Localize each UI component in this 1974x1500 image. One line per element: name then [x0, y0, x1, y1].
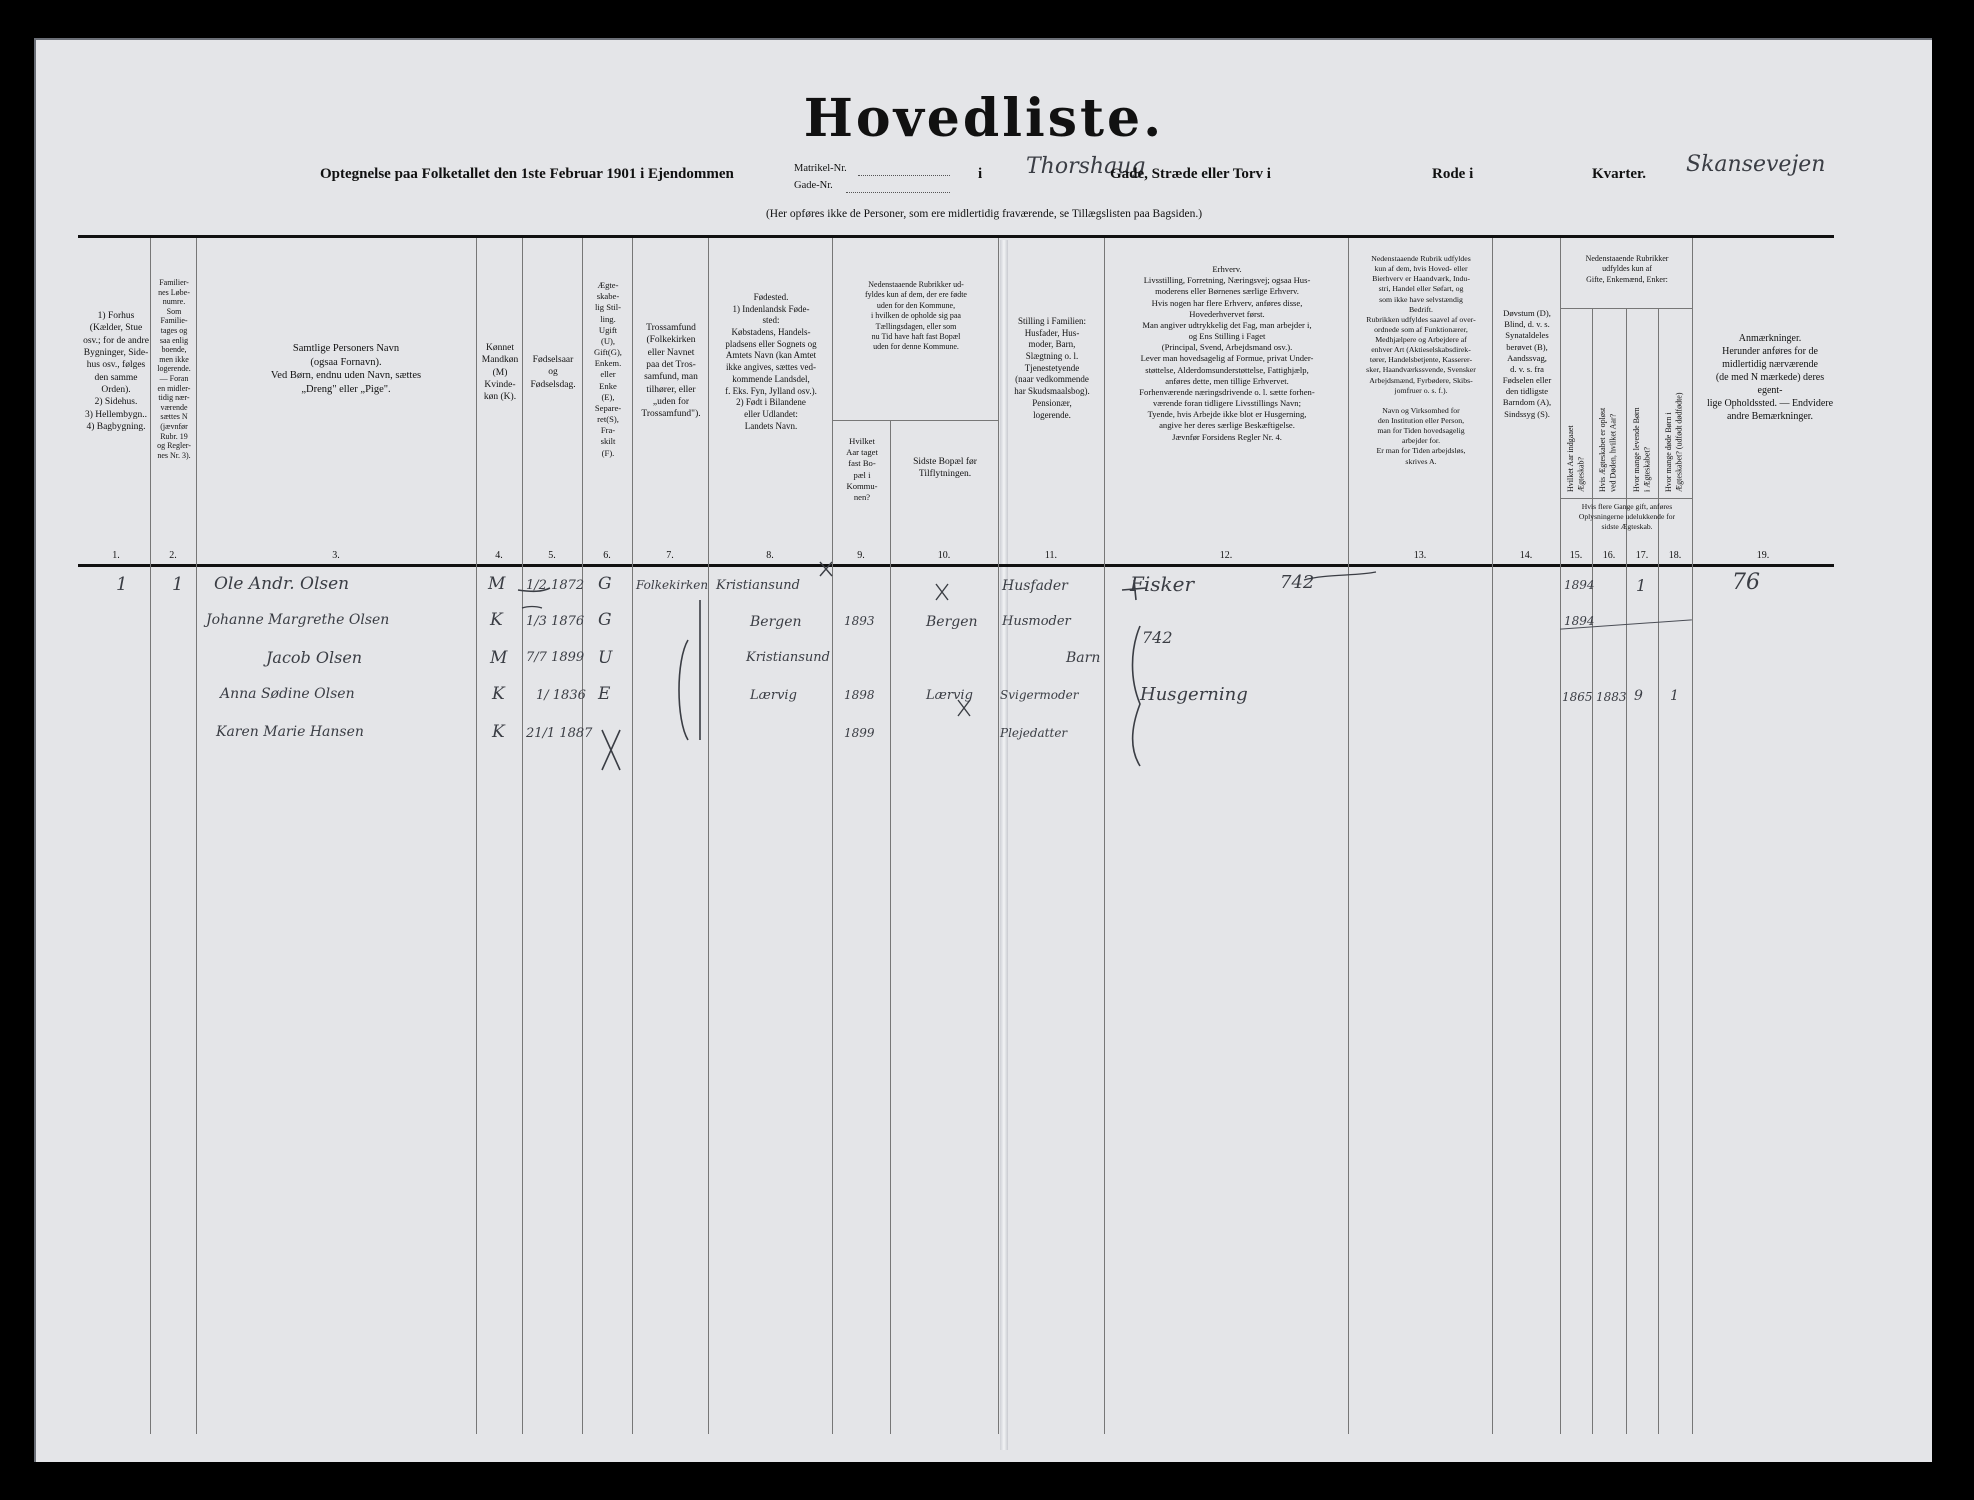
row5-sex: K	[492, 722, 505, 742]
row1-name: Ole Andr. Olsen	[214, 574, 350, 594]
row4-role: Svigermoder	[1000, 688, 1079, 702]
row2-name: Johanne Margrethe Olsen	[206, 612, 390, 628]
rode-label: Rode i	[1432, 166, 1474, 182]
col-number: 11.	[1044, 550, 1058, 561]
row5-name: Karen Marie Hansen	[216, 724, 364, 740]
row4-place: Lærvig	[750, 688, 797, 703]
col-number: 18.	[1668, 550, 1682, 561]
row2-civ: G	[598, 610, 612, 630]
row1-sex: M	[488, 574, 506, 594]
row2-born: 1/3 1876	[526, 614, 585, 629]
col-number: 8.	[766, 550, 774, 561]
row4-job: Husgerning	[1140, 684, 1248, 705]
header-col1: 1) Forhus (Kælder, Stue osv.; for de andre Bygninger, Side- hus osv., følges den samme Orden). 2) Sidehus. 3) Hellembygn.. 4) Bagbygning.	[83, 311, 149, 433]
row2-prev: Bergen	[926, 614, 978, 630]
row1-c2: 1	[172, 574, 184, 595]
row4-civ: E	[598, 684, 611, 704]
row2-job-code: 742	[1142, 628, 1173, 647]
header-col6: Ægte- skabe- lig Stil- ling. Ugift (U), Gift(G), Enkem. eller Enke (E), Separe- ret(S), Fra- skilt (F).	[594, 280, 622, 458]
header-col19: Anmærkninger. Herunder anføres for de midlertidig nærværende (de med N mærkede) deres egent- lige Opholdssted. — Endvidere andre Bemærkninger.	[1706, 333, 1834, 422]
row3-place: Kristiansund	[746, 650, 830, 665]
kvarter-label: Kvarter.	[1592, 166, 1647, 182]
row2-sex: K	[490, 610, 503, 630]
header-col8: Fødested. 1) Indenlandsk Føde- sted: Købstadens, Handels- pladsens eller Sognets og Amtets Navn (kan Amtet ikke angives, sættes ved- kommende Landsdel, f. Eks. Fyn, Jylland osv.). 2) Født i Bilandene eller Udlandet: Landets Navn.	[725, 292, 817, 431]
row2-m15: 1894	[1564, 614, 1595, 628]
row1-job: Fisker	[1130, 572, 1195, 596]
header-col14: Døvstum (D), Blind, d. v. s. Synataldeles berøvet (B), Aandssvag, d. v. s. fra Fødselen eller den tidligste Barndom (A), Sindssyg (S).	[1502, 308, 1552, 419]
header-col2: Familier- nes Løbe- numre. Som Familie- tages og saa enlig boende, men ikke logerende. — Foran en midler- tidig nær- værende sættes N (jævnfør Rubr. 19 og Regler- nes Nr. 3).	[157, 278, 191, 460]
i-label: i	[978, 166, 983, 182]
col-number: 16.	[1602, 550, 1616, 561]
col-number: 1.	[112, 550, 120, 561]
row3-born: 7/7 1899	[526, 650, 585, 665]
row3-sex: M	[490, 648, 508, 668]
row5-year: 1899	[844, 726, 875, 740]
row4-m16: 1883	[1596, 690, 1627, 704]
row3-role: Barn	[1066, 650, 1101, 666]
col-number: 7.	[666, 550, 674, 561]
col-number: 2.	[169, 550, 177, 561]
header-col15-18: Nedenstaaende Rubrikker udfyldes kun af Gifte, Enkemænd, Enker:	[1585, 254, 1669, 284]
header-col9: Hvilket Aar taget fast Bo- pæl i Kommu- nen?	[846, 436, 878, 502]
row1-m15: 1894	[1564, 578, 1595, 592]
header-col15-18-note: Hvis flere Gange gift, anføres Oplysningerne udelukkende for sidste Ægteskab.	[1578, 502, 1676, 531]
row1-job-code: 742	[1280, 572, 1315, 593]
col-number: 3.	[332, 550, 340, 561]
row4-prev: Lærvig	[926, 688, 973, 703]
row2-role: Husmoder	[1002, 614, 1071, 629]
row1-faith: Folkekirken	[636, 578, 709, 592]
row4-m18: 1	[1670, 688, 1679, 704]
row4-sex: K	[492, 684, 505, 704]
header-col10: Sidste Bopæl før Tilflytningen.	[913, 457, 977, 480]
row1-role: Husfader	[1002, 578, 1068, 594]
row2-place: Bergen	[750, 614, 802, 630]
header-col5: Fødselsaar og Fødselsdag.	[530, 355, 576, 390]
col-number: 15.	[1569, 550, 1583, 561]
header-col7: Trossamfund (Folkekirken eller Navnet paa det Tros- samfund, man tilhører, eller „uden for Trossamfund").	[641, 323, 701, 420]
row2-year: 1893	[844, 614, 875, 628]
header-col3: Samtlige Personers Navn (ogsaa Fornavn). Ved Børn, endnu uden Navn, sættes „Dreng" eller „Pige".	[270, 343, 422, 395]
row4-m15: 1865	[1562, 690, 1593, 704]
header-col18: Hvor mange døde Børn i Ægteskabet? (udfødt dødfødte)	[1664, 392, 1684, 492]
header-col15: Hvilket Aar indgaaet Ægteskab?	[1566, 425, 1586, 492]
row4-born: 1/ 1836	[536, 688, 586, 703]
col-number: 9.	[857, 550, 865, 561]
header-col9-10: Nedenstaaende Rubrikker ud- fyldes kun af dem, der ere fødte uden for den Kommune, i hvilken de opholde sig paa Tællingsdagen, eller som nu Tid have haft fast Bopæl uden for denne Kommune.	[865, 280, 967, 352]
street-name: Thorshaug	[1026, 154, 1146, 179]
col-number: 17.	[1635, 550, 1649, 561]
kvarter-value: Skansevejen	[1686, 152, 1826, 177]
header-col11: Stilling i Familien: Husfader, Hus- moder, Barn, Slægtning o. l. Tjenestetyende (naar vedkommende har Skudsmaalsbog). Pensionær, logerende.	[1014, 316, 1090, 420]
col-number: 6.	[603, 550, 611, 561]
page-title: Hovedliste.	[803, 88, 1165, 149]
row1-c1: 1	[116, 574, 128, 595]
pen-marks	[36, 40, 1932, 1462]
col-number: 19.	[1756, 550, 1770, 561]
header-col16: Hvis Ægteskabet er opløst ved Døden, hvilket Aar?	[1598, 407, 1618, 492]
row4-year: 1898	[844, 688, 875, 702]
row5-born: 21/1 1887	[526, 726, 593, 741]
row4-m17: 9	[1634, 688, 1643, 704]
row3-name: Jacob Olsen	[266, 648, 363, 667]
header-col13: Nedenstaaende Rubrik udfyldes kun af dem, hvis Hoved- eller Bierhverv er Haandværk, Indu- stri, Handel eller Søfart, og som ikke have selvstændig Bedrift. Rubrikken udfyldes saavel af over- ordnede som af Funktionærer, Medhjælpere og Arbejdere af enhver Art (Aktieselskabsdirek- tører, Handelsbetjente, Kasserer- sker, Haandværkssvende, Svensker Arbejdsmænd, Fyrbødere, Skibs- jomfruer o. s. f.). Navn og Virksomhed for den Institution eller Person, man for Tiden hovedsagelig arbejder for. Er man for Tiden arbejdsløs, skrives A.	[1366, 254, 1476, 466]
header-line: Optegnelse paa Folketallet den 1ste Februar 1901 i Ejendommen	[320, 166, 734, 182]
row1-place: Kristiansund	[716, 578, 800, 593]
gade-nr-label: Gade-Nr.	[794, 180, 833, 191]
col-number: 13.	[1413, 550, 1427, 561]
col-number: 12.	[1219, 550, 1233, 561]
row4-name: Anna Sødine Olsen	[220, 686, 355, 702]
gade-label: Gade, Stræde eller Torv i	[1110, 166, 1271, 182]
header-col17: Hvor mange levende Børn i Ægteskabet?	[1632, 407, 1652, 492]
row3-civ: U	[598, 648, 613, 668]
row1-note: 76	[1732, 570, 1760, 595]
col-number: 14.	[1519, 550, 1533, 561]
col-number: 4.	[495, 550, 503, 561]
header-col4: Kønnet Mandkøn (M) Kvinde- køn (K).	[481, 343, 519, 403]
row1-m17: 1	[1636, 576, 1647, 595]
row1-born: 1/2 1872	[526, 578, 585, 593]
row1-civ: G	[598, 574, 612, 594]
col-number: 5.	[548, 550, 556, 561]
matrikel-label: Matrikel-Nr.	[794, 163, 847, 174]
census-sheet	[34, 38, 1932, 1462]
row5-role: Plejedatter	[1000, 726, 1068, 740]
header-note: (Her opføres ikke de Personer, som ere midlertidig fraværende, se Tillægslisten paa Bagsiden.)	[765, 208, 1203, 220]
col-number: 10.	[937, 550, 951, 561]
header-col12: Erhverv. Livsstilling, Forretning, Næringsvej; ogsaa Hus- moderens eller Børnenes særlige Erhverv. Hvis nogen har flere Erhverv, anføres disse, Hovederhvervet først. Man angiver udtrykkelig det Fag, man arbejder i, og Ens Stilling i Faget (Principal, Svend, Arbejdsmand osv.). Lever man hovedsagelig af Formue, privat Under- støttelse, Alderdomsunderstøttelse, Fattighjælp, anføres dette, men tillige Erhvervet. Forhenværende næringsdrivende o. l. sætte forhen- værende foran tidligere Livsstillings Navn; Tyende, hvis Arbejde ikke blot er Husgerning, angive her deres særlige Beskæftigelse. Jævnfør Forsidens Regler Nr. 4.	[1139, 264, 1315, 442]
